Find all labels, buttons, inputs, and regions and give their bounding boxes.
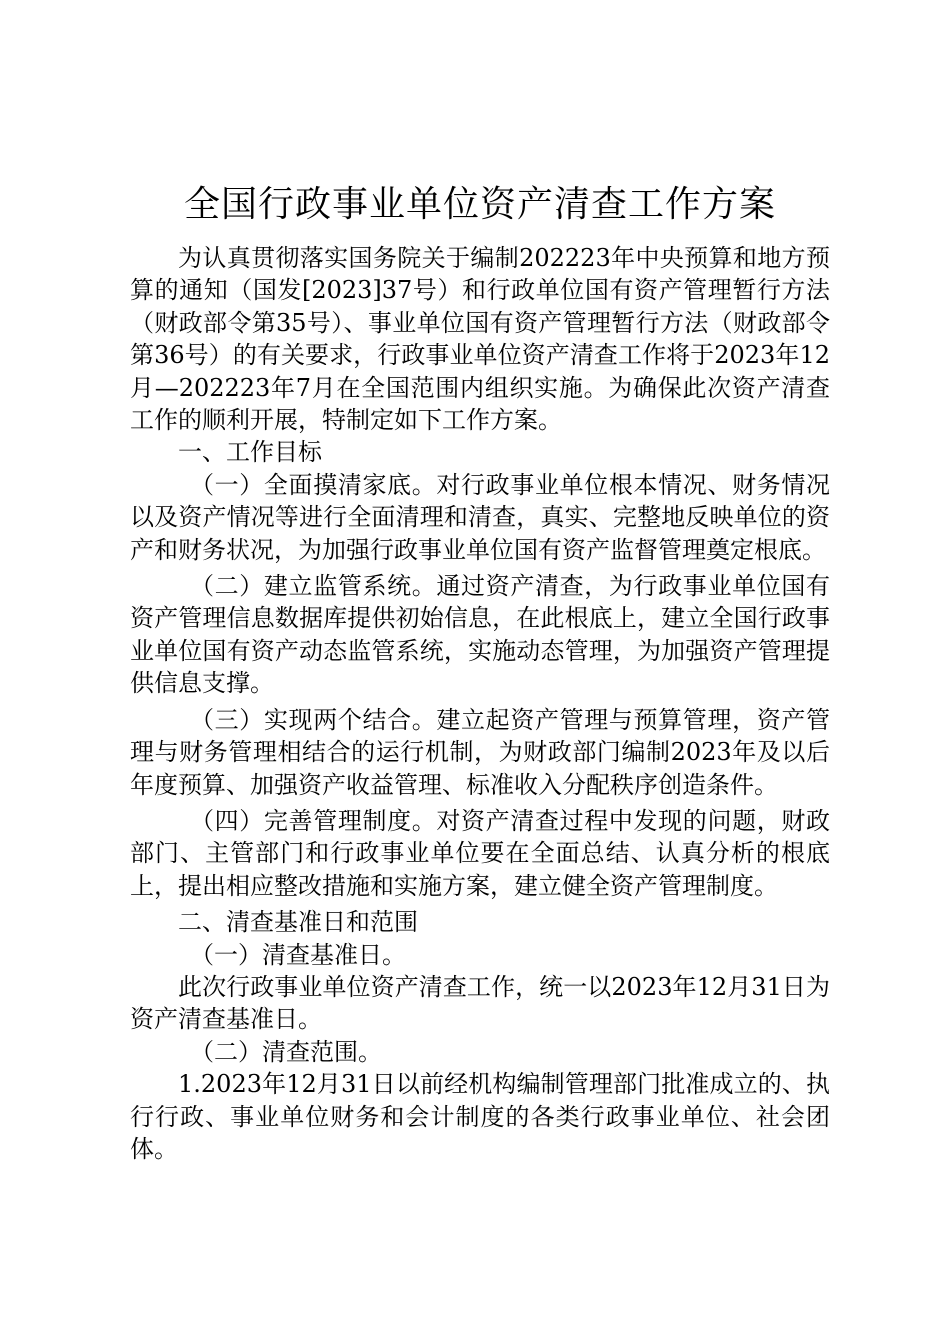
scope-subheading-date: （一）清查基准日。: [190, 940, 406, 969]
goal-item-2: （二）建立监管系统。通过资产清查，为行政事业单位国有资产管理信息数据库提供初始信息，在此根底上，建立全国行政事业单位国有资产动态监管系统，实施动态管理，为加强资产管理提供信息支撑。: [130, 572, 830, 698]
document-title: 全国行政事业单位资产清查工作方案: [183, 184, 776, 225]
scope-date-paragraph: 此次行政事业单位资产清查工作，统一以2023年12月31日为资产清查基准日。: [130, 972, 830, 1034]
goal-item-3: （三）实现两个结合。建立起资产管理与预算管理，资产管理与财务管理相结合的运行机制，为财政部门编制2023年及以后年度预算、加强资产收益管理、标准收入分配秩序创造条件。: [130, 705, 830, 799]
document-body: [130, 242, 830, 1165]
section-heading-scope: 二、清查基准日和范围: [178, 908, 418, 937]
document-page: [130, 178, 830, 1165]
section-heading-goals: 一、工作目标: [178, 438, 322, 467]
scope-subheading-range: （二）清查范围。: [190, 1037, 382, 1066]
goal-item-4: （四）完善管理制度。对资产清查过程中发现的问题，财政部门、主管部门和行政事业单位要在全面总结、认真分析的根底上，提出相应整改措施和实施方案，建立健全资产管理制度。: [130, 806, 830, 900]
goal-item-1: （一）全面摸清家底。对行政事业单位根本情况、财务情况以及资产情况等进行全面清理和清查，真实、完整地反映单位的资产和财务状况，为加强行政事业单位国有资产监督管理奠定根底。: [130, 470, 830, 564]
intro-paragraph: 为认真贯彻落实国务院关于编制202223年中央预算和地方预算的通知（国发[2023]37号）和行政单位国有资产管理暂行方法（财政部令第35号）、事业单位国有资产管理暂行方法（财政部令第36号）的有关要求，行政事业单位资产清查工作将于2023年12月—202223年7月在全国范围内组织实施。为确保此次资产清查工作的顺利开展，特制定如下工作方案。: [130, 244, 830, 435]
scope-range-item-1: 1.2023年12月31日以前经机构编制管理部门批准成立的、执行行政、事业单位财务和会计制度的各类行政事业单位、社会团体。: [130, 1070, 830, 1163]
